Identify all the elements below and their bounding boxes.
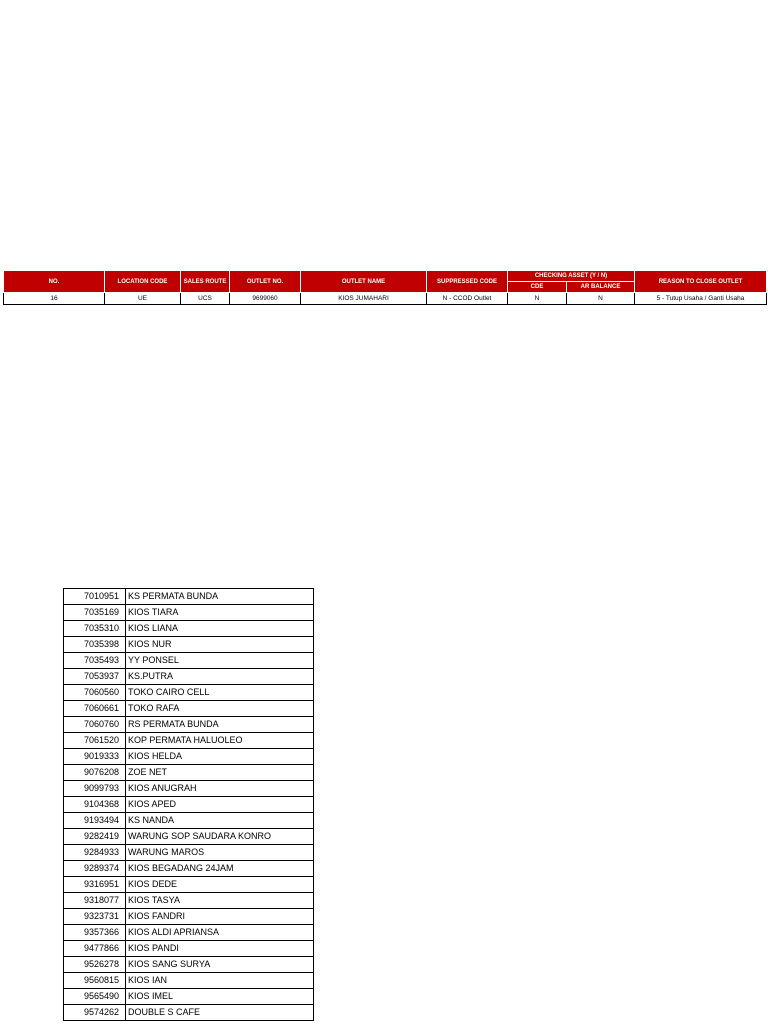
outlet-name: KIOS HELDA: [126, 749, 314, 765]
outlet-name: KS PERMATA BUNDA: [126, 589, 314, 605]
list-item: [64, 813, 314, 829]
outlet-code: 9193494: [64, 813, 126, 829]
outlet-code: 9099793: [64, 781, 126, 797]
outlet-code: 7060760: [64, 717, 126, 733]
list-item: [64, 893, 314, 909]
outlet-code: 7010951: [64, 589, 126, 605]
list-item: [64, 957, 314, 973]
outlet-name: KIOS ALDI APRIANSA: [126, 925, 314, 941]
outlet-name: KIOS IMEL: [126, 989, 314, 1005]
header-sales-route: SALES ROUTE: [181, 271, 230, 293]
list-item: [64, 701, 314, 717]
header-checking-asset: CHECKING ASSET (Y / N): [508, 271, 635, 282]
outlet-list-table: [63, 588, 314, 1021]
outlet-code: 7053937: [64, 669, 126, 685]
list-item: [64, 653, 314, 669]
cell-suppressed-code: N - CCOD Outlet: [427, 293, 508, 305]
cell-cde: N: [508, 293, 567, 305]
outlet-name: RS PERMATA BUNDA: [126, 717, 314, 733]
outlet-name: KIOS LIANA: [126, 621, 314, 637]
list-item: [64, 669, 314, 685]
list-item: [64, 1005, 314, 1021]
outlet-code: 9104368: [64, 797, 126, 813]
outlet-code: 7061520: [64, 733, 126, 749]
outlet-name: TOKO CAIRO CELL: [126, 685, 314, 701]
header-cde: CDE: [508, 282, 567, 293]
header-outlet-no: OUTLET NO.: [230, 271, 301, 293]
outlet-name: KS NANDA: [126, 813, 314, 829]
outlet-name: WARUNG SOP SAUDARA KONRO: [126, 829, 314, 845]
list-item: [64, 861, 314, 877]
list-item: [64, 749, 314, 765]
outlet-code: 9076208: [64, 765, 126, 781]
list-item: [64, 765, 314, 781]
list-item: [64, 845, 314, 861]
list-item: [64, 781, 314, 797]
header-suppressed-code: SUPPRESSED CODE: [427, 271, 508, 293]
list-item: [64, 909, 314, 925]
outlet-name: KIOS TASYA: [126, 893, 314, 909]
list-item: [64, 621, 314, 637]
list-item: [64, 829, 314, 845]
outlet-code: 9289374: [64, 861, 126, 877]
outlet-name: ZOE NET: [126, 765, 314, 781]
list-item: [64, 589, 314, 605]
outlet-name: DOUBLE S CAFE: [126, 1005, 314, 1021]
outlet-name: WARUNG MAROS: [126, 845, 314, 861]
outlet-code: 9284933: [64, 845, 126, 861]
list-item: [64, 605, 314, 621]
outlet-name: KIOS FANDRI: [126, 909, 314, 925]
outlet-code: 9019333: [64, 749, 126, 765]
header-ar-balance: AR BALANCE: [567, 282, 635, 293]
outlet-name: KIOS APED: [126, 797, 314, 813]
outlet-code: 9526278: [64, 957, 126, 973]
outlet-code: 9318077: [64, 893, 126, 909]
outlet-name: TOKO RAFA: [126, 701, 314, 717]
list-item: [64, 973, 314, 989]
close-outlet-table: [3, 270, 767, 305]
list-item: [64, 877, 314, 893]
outlet-code: 7035398: [64, 637, 126, 653]
outlet-code: 9574262: [64, 1005, 126, 1021]
outlet-code: 7060661: [64, 701, 126, 717]
outlet-code: 9477866: [64, 941, 126, 957]
header-no: NO.: [4, 271, 105, 293]
list-item: [64, 925, 314, 941]
header-outlet-name: OUTLET NAME: [301, 271, 427, 293]
outlet-code: 9282419: [64, 829, 126, 845]
header-reason: REASON TO CLOSE OUTLET: [635, 271, 767, 293]
outlet-name: KS.PUTRA: [126, 669, 314, 685]
list-item: [64, 685, 314, 701]
outlet-name: KIOS IAN: [126, 973, 314, 989]
outlet-code: 7035310: [64, 621, 126, 637]
outlet-code: 7035169: [64, 605, 126, 621]
outlet-name: KIOS TIARA: [126, 605, 314, 621]
header-location-code: LOCATION CODE: [105, 271, 181, 293]
outlet-name: KIOS NUR: [126, 637, 314, 653]
table-row: [4, 293, 767, 305]
cell-outlet-name: KIOS JUMAHARI: [301, 293, 427, 305]
outlet-name: KIOS ANUGRAH: [126, 781, 314, 797]
cell-outlet-no: 9699060: [230, 293, 301, 305]
outlet-name: KOP PERMATA HALUOLEO: [126, 733, 314, 749]
outlet-name: KIOS SANG SURYA: [126, 957, 314, 973]
outlet-code: 9323731: [64, 909, 126, 925]
cell-location-code: UE: [105, 293, 181, 305]
outlet-name: KIOS DEDE: [126, 877, 314, 893]
cell-sales-route: UCS: [181, 293, 230, 305]
cell-no: 16: [4, 293, 105, 305]
outlet-code: 9560815: [64, 973, 126, 989]
list-item: [64, 989, 314, 1005]
cell-reason: 5 - Tutup Usaha / Ganti Usaha: [635, 293, 767, 305]
list-item: [64, 797, 314, 813]
outlet-name: KIOS PANDI: [126, 941, 314, 957]
outlet-code: 9565490: [64, 989, 126, 1005]
outlet-code: 9316951: [64, 877, 126, 893]
cell-ar-balance: N: [567, 293, 635, 305]
list-item: [64, 941, 314, 957]
outlet-code: 7035493: [64, 653, 126, 669]
list-item: [64, 733, 314, 749]
outlet-name: KIOS BEGADANG 24JAM: [126, 861, 314, 877]
list-item: [64, 637, 314, 653]
list-item: [64, 717, 314, 733]
outlet-name: YY PONSEL: [126, 653, 314, 669]
outlet-code: 7060560: [64, 685, 126, 701]
outlet-code: 9357366: [64, 925, 126, 941]
